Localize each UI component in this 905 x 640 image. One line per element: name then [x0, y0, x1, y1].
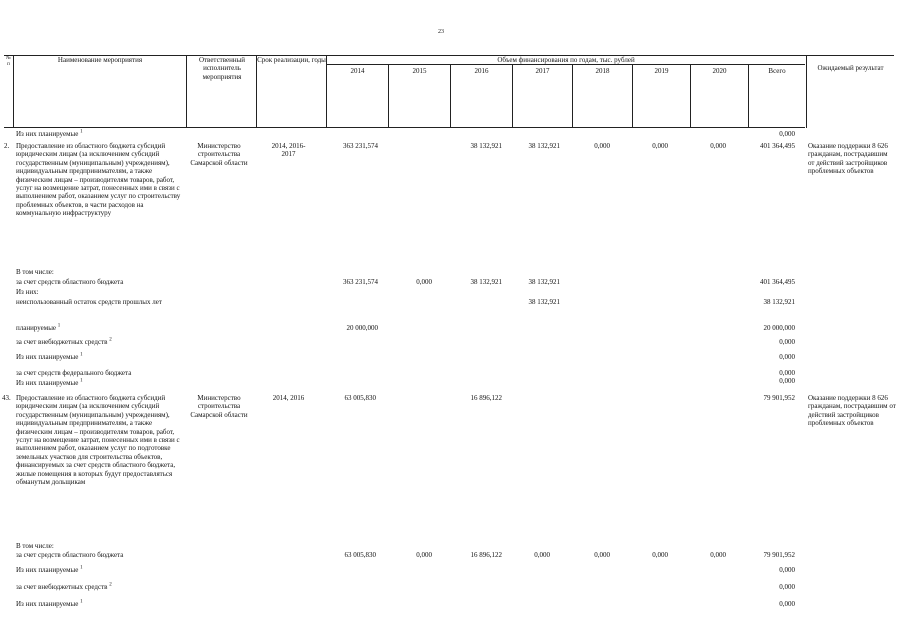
cell-2017: 38 132,921 — [528, 298, 560, 306]
header-period: Срок реализации, годы — [257, 56, 326, 64]
cell-total: 79 901,952 — [763, 394, 795, 402]
cell-2014: 63 005,830 — [344, 394, 376, 402]
cell-total: 0,000 — [779, 600, 795, 608]
cell-total: 0,000 — [779, 566, 795, 574]
cell-2015: 0,000 — [416, 551, 432, 559]
cell-2016: 38 132,921 — [470, 142, 502, 150]
cell-2017: 38 132,921 — [528, 278, 560, 286]
row-label: Из них планируемые $^1$ — [16, 352, 83, 361]
section-result: Оказание поддержки 8 626 гражданам, пострадавшим от действий застройщиков проблемных объектов — [808, 394, 896, 428]
cell-total: 0,000 — [779, 369, 795, 377]
cell-2018: 0,000 — [594, 551, 610, 559]
row-label: Из них: — [16, 288, 39, 296]
cell-total: 0,000 — [779, 377, 795, 385]
header-year: 2018 — [595, 67, 610, 75]
row-label: за счет средств областного бюджета — [16, 278, 124, 286]
header-year: 2015 — [412, 67, 427, 75]
table-header — [4, 55, 894, 128]
cell-2017: 0,000 — [534, 551, 550, 559]
cell-total: 0,000 — [779, 353, 795, 361]
row-label: Из них планируемые $^1$ — [16, 599, 83, 608]
cell-total: 0,000 — [779, 583, 795, 591]
cell-total: 20 000,000 — [763, 324, 795, 332]
cell-2016: 16 896,122 — [470, 394, 502, 402]
section-period: 2014, 2016-2017 — [271, 142, 306, 159]
cell-2014: 63 005,830 — [344, 551, 376, 559]
row-label: В том числе: — [16, 542, 54, 550]
cell-total: 79 901,952 — [763, 551, 795, 559]
cell-2017: 38 132,921 — [528, 142, 560, 150]
cell-2019: 0,000 — [652, 142, 668, 150]
section-description: Предоставление из областного бюджета субсидий юридическим лицам (за исключением субсидий государственным (муниципальным) учреждениям), индивидуальным предпринимателям, а также физическим лицам – производителям товаров, работ, услуг на возмещение затрат, понесенных ими в связи с выполнением работ, оказанием услуг по строительству проблемных объектов, в части расходов на коммунальную инфраструктуру — [16, 142, 181, 218]
cell-2015: 0,000 — [416, 278, 432, 286]
header-year: 2016 — [474, 67, 489, 75]
row-label: планируемые $^1$ — [16, 323, 61, 332]
cell-total: 38 132,921 — [763, 298, 795, 306]
row-label: неиспользованный остаток средств прошлых лет — [16, 298, 162, 306]
header-num: № п — [6, 56, 11, 67]
section-number: 43. — [2, 394, 11, 402]
cell-2016: 38 132,921 — [470, 278, 502, 286]
section-description: Предоставление из областного бюджета субсидий юридическим лицам (за исключением субсидий государственным (муниципальным) учреждениям), индивидуальным предпринимателям, а также физическим лицам – производителям товаров, работ, услуг на возмещение затрат, понесенных ими в связи с выполнением работ, оказанием услуг по подготовке земельных участков для строительства объектов, финансируемых за счет средств областного бюджета, жилые помещения в которых будут предоставляться обманутым дольщикам — [16, 394, 180, 487]
header-result: Ожидаемый результат — [817, 64, 884, 72]
section-number: 2. — [4, 142, 10, 150]
row-label: за счет внебюджетных средств $^2$ — [16, 337, 112, 346]
section-executor: Министерство строительства Самарской области — [190, 142, 248, 167]
header-funding: Объем финансирования по годам, тыс. рублей — [497, 56, 635, 64]
cell-2018: 0,000 — [594, 142, 610, 150]
section-period: 2014, 2016 — [272, 394, 305, 402]
row-label: за счет внебюджетных средств $^2$ — [16, 582, 112, 591]
cell-total: 401 364,495 — [760, 278, 795, 286]
section-executor: Министерство строительства Самарской области — [190, 394, 248, 419]
row-label: Из них планируемые $^1$ — [16, 129, 83, 138]
cell-2020: 0,000 — [710, 551, 726, 559]
cell-2020: 0,000 — [710, 142, 726, 150]
cell-2019: 0,000 — [652, 551, 668, 559]
header-year: 2017 — [535, 67, 550, 75]
cell-total: 401 364,495 — [760, 142, 795, 150]
cell-total: 0,000 — [779, 130, 795, 138]
header-event: Наименование мероприятия — [57, 56, 143, 64]
header-year-total: Всего — [768, 67, 786, 75]
row-label: В том числе: — [16, 268, 54, 276]
header-year: 2020 — [712, 67, 727, 75]
cell-2016: 16 896,122 — [470, 551, 502, 559]
cell-2014: 20 000,000 — [346, 324, 378, 332]
header-year: 2014 — [350, 67, 365, 75]
cell-2014: 363 231,574 — [343, 142, 378, 150]
cell-total: 0,000 — [779, 338, 795, 346]
row-label: за счет средств федерального бюджета — [16, 369, 132, 377]
row-label: Из них планируемые $^1$ — [16, 378, 83, 387]
header-year: 2019 — [654, 67, 669, 75]
page-number: 23 — [438, 29, 444, 35]
section-result: Оказание поддержки 8 626 гражданам, пострадавшим от действий застройщиков проблемных объектов — [808, 142, 888, 176]
cell-2014: 363 231,574 — [343, 278, 378, 286]
header-executor: Ответственный исполнитель мероприятия — [198, 56, 246, 81]
row-label: Из них планируемые $^1$ — [16, 565, 83, 574]
row-label: за счет средств областного бюджета — [16, 551, 124, 559]
